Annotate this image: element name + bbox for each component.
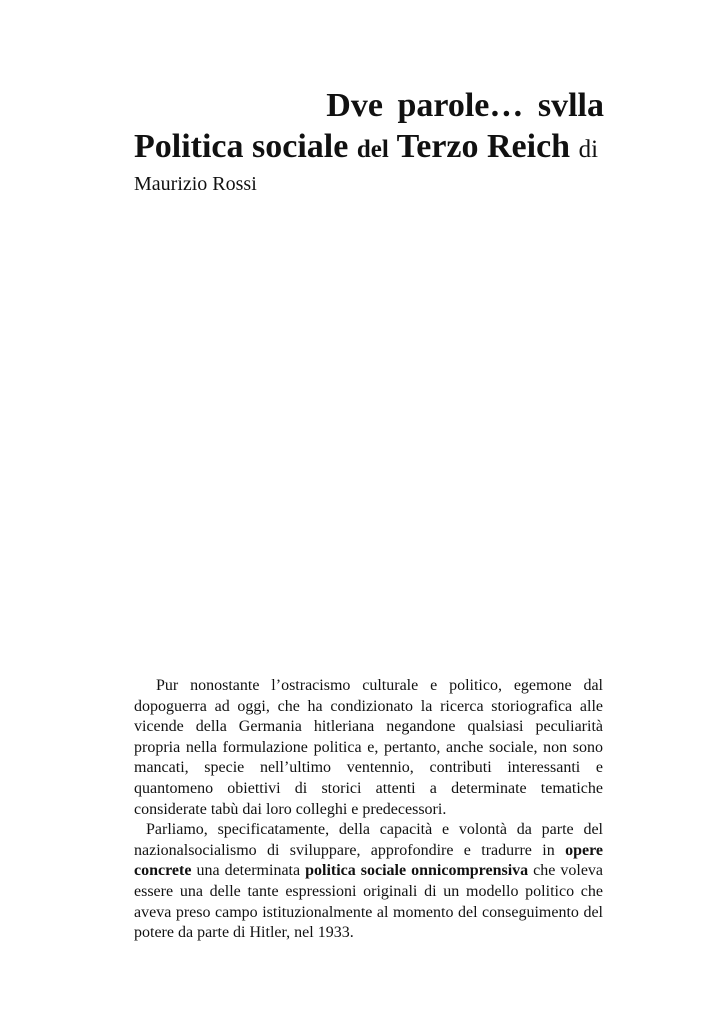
- paragraph-2-bold-politica: politica sociale onnicomprensiva: [305, 862, 529, 880]
- body-text: [134, 676, 603, 944]
- author-name: Maurizio Rossi: [134, 173, 257, 195]
- paragraph-1: Pur nonostante l’ostracismo culturale e politico, egemone dal dopoguerra ad oggi, che ha condizionato la ricerca storiografica alle vicende della Germania hitleriana negandone qualsiasi peculiarità propria nella formulazione politica e, pertanto, anche sociale, non sono mancati, specie nell’ultimo ventennio, contributi interessanti e quantomeno obiettivi di storici attenti a determinate tematiche considerate tabù dai loro colleghi e predecessori.: [134, 677, 603, 818]
- title-di: di: [578, 136, 599, 163]
- title-del: del: [356, 136, 389, 163]
- title-line-2: [134, 126, 604, 171]
- title-politica-sociale: Politica sociale: [134, 128, 349, 165]
- paragraph-2-bold-opere: opere concrete: [134, 841, 604, 880]
- paragraph-2: [134, 820, 603, 944]
- title-line-1: Dve parole… svlla: [326, 87, 604, 124]
- title-terzo-reich: Terzo Reich: [396, 128, 571, 165]
- paragraph-2-text-a: Parliamo, specificatamente, della capacità e volontà da parte del nazionalsocialismo di sviluppare, approfondire e tradurre in: [134, 821, 603, 859]
- paragraph-2-text-c: che voleva essere una delle tante espressioni originali di un modello politico che aveva preso campo istituzionalmente al momento del conseguimento del potere da parte di Hitler, nel 1933.: [134, 862, 604, 942]
- title-block: [134, 86, 604, 197]
- paragraph-2-text-b: una determinata: [196, 862, 301, 880]
